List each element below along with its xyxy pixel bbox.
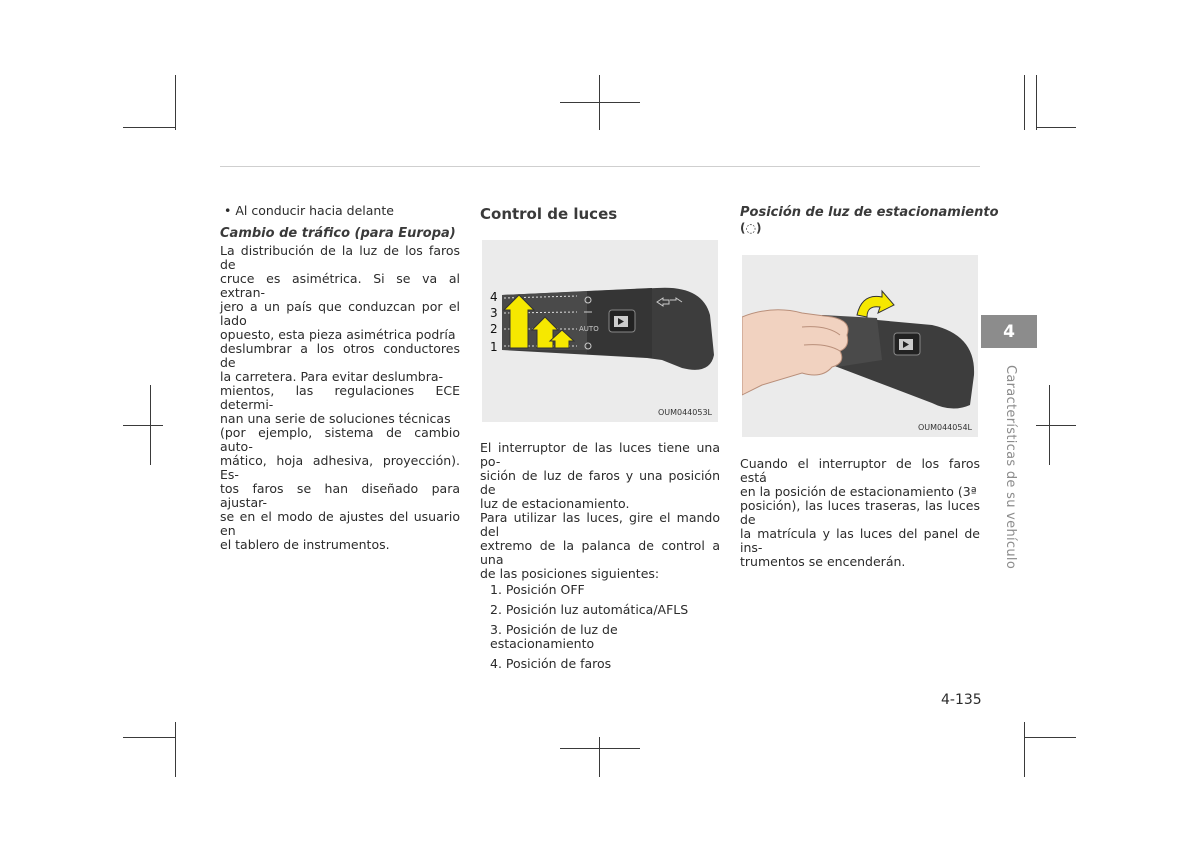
crop-mark (1024, 722, 1025, 777)
crop-mark (123, 737, 175, 738)
bullet-dot: • (224, 203, 236, 218)
parking-light-icon: (◌) (740, 221, 762, 235)
crop-mark (175, 75, 176, 130)
figure-code: OUM044054L (917, 423, 972, 432)
text-line: la matrícula y las luces del panel de ins- (740, 526, 980, 555)
parking-switch-illustration (742, 255, 978, 437)
page-number: 4-135 (941, 692, 982, 708)
text-line: La distribución de la luz de los faros de (220, 243, 460, 272)
text-line: tos faros se han diseñado para ajustar- (220, 481, 460, 510)
position-number: 3 (490, 306, 498, 320)
left-body-text (220, 244, 460, 552)
list-item: 2. Posición luz automática/AFLS (490, 602, 689, 617)
bullet-item (224, 204, 460, 218)
text-line: Cuando el interruptor de los faros está (740, 456, 980, 485)
text-line: extremo de la palanca de control a una (480, 538, 720, 567)
text-line: luz de estacionamiento. (480, 496, 630, 511)
figure-code: OUM044053L (657, 408, 712, 417)
text-line: (por ejemplo, sistema de cambio auto- (220, 425, 460, 454)
crop-mark (599, 737, 600, 777)
light-switch-illustration (482, 240, 718, 422)
crop-mark (560, 748, 640, 749)
crop-mark (175, 722, 176, 777)
list-item: 1. Posición OFF (490, 582, 585, 597)
text-line: opuesto, esta pieza asimétrica podría (220, 327, 456, 342)
list-item: 4. Posición de faros (490, 656, 612, 671)
figure-parking-switch (742, 255, 978, 437)
crop-mark (560, 102, 640, 103)
text-line: Para utilizar las luces, gire el mando del (480, 510, 720, 539)
crop-mark (1036, 75, 1037, 130)
chapter-title: Características de su vehículo (1003, 365, 1018, 570)
section-heading: Control de luces (480, 205, 618, 223)
middle-column (480, 441, 720, 677)
bullet-text: Al conducir hacia delante (235, 203, 394, 218)
text-line: de las posiciones siguientes: (480, 566, 660, 581)
text-line: jero a un país que conduzcan por el lado (220, 299, 460, 328)
text-line: se en el modo de ajustes del usuario en (220, 509, 460, 538)
positions-list (480, 583, 720, 671)
text-line: posición), las luces traseras, las luces de (740, 498, 980, 527)
text-line: en la posición de estacionamiento (3ª (740, 484, 977, 499)
position-number: 2 (490, 322, 498, 336)
paragraph (480, 511, 720, 581)
list-item: 3. Posición de luz de estacionamiento (490, 622, 618, 651)
text-line: deslumbrar a los otros conductores de (220, 341, 460, 370)
position-number: 1 (490, 340, 498, 354)
crop-mark (1036, 127, 1076, 128)
text-line: el tablero de instrumentos. (220, 537, 390, 552)
crop-mark (123, 127, 175, 128)
figure-light-switch (482, 240, 718, 422)
position-number: 4 (490, 290, 498, 304)
crop-mark (123, 425, 163, 426)
section-subheading: Cambio de tráfico (para Europa) (220, 226, 456, 241)
text-line: la carretera. Para evitar deslumbra- (220, 369, 444, 384)
crop-mark (1024, 75, 1025, 130)
text-line: cruce es asimétrica. Si se va al extran- (220, 271, 460, 300)
text-line: trumentos se encenderán. (740, 554, 906, 569)
paragraph (480, 441, 720, 511)
chapter-tab: 4 (981, 315, 1037, 348)
crop-mark (1024, 737, 1076, 738)
right-body-text (740, 457, 980, 569)
auto-label: AUTO (579, 325, 599, 333)
text-line: sición de luz de faros y una posición de (480, 468, 720, 497)
text-line: El interruptor de las luces tiene una po- (480, 440, 720, 469)
section-subheading: Posición de luz de estacionamiento (740, 205, 999, 220)
left-column (220, 204, 460, 552)
text-line: mático, hoja adhesiva, proyección). Es- (220, 453, 460, 482)
header-rule (220, 166, 980, 167)
text-line: mientos, las regulaciones ECE determi- (220, 383, 460, 412)
crop-mark (1036, 425, 1076, 426)
text-line: nan una serie de soluciones técnicas (220, 411, 451, 426)
